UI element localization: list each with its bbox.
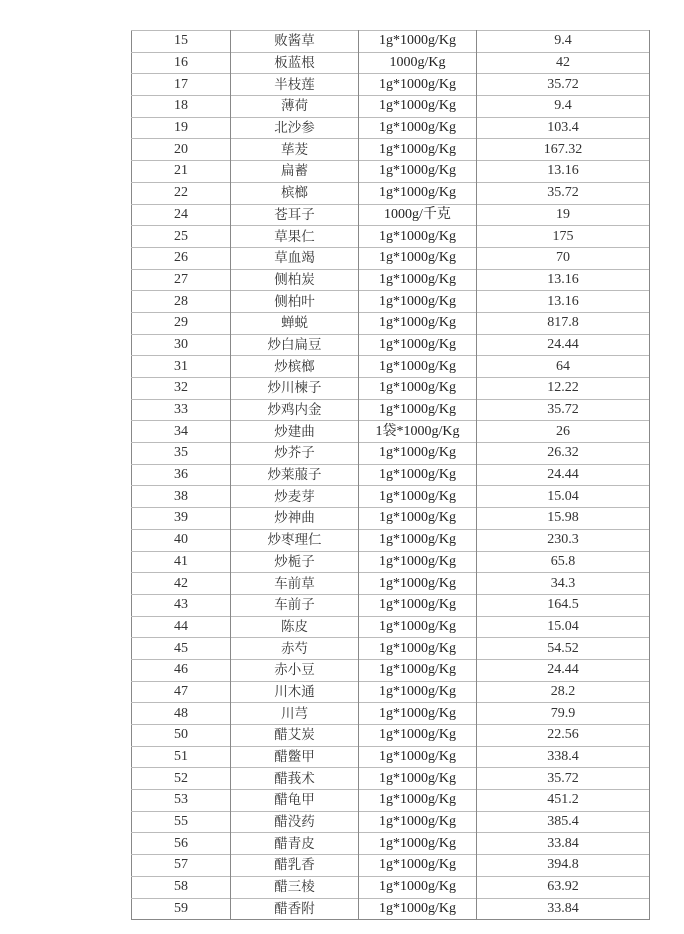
- herb-name-cell: 赤芍: [231, 638, 359, 660]
- herb-name-cell: 醋青皮: [231, 833, 359, 855]
- row-number-cell: 29: [132, 312, 231, 334]
- herb-name-cell: 炒麦芽: [231, 486, 359, 508]
- table-row: [132, 399, 650, 421]
- price-cell: 35.72: [477, 768, 650, 790]
- table-row: [132, 52, 650, 74]
- row-number-cell: 24: [132, 204, 231, 226]
- price-cell: 24.44: [477, 464, 650, 486]
- table-row: [132, 833, 650, 855]
- table-row: [132, 291, 650, 313]
- spec-cell: 1g*1000g/Kg: [359, 291, 477, 313]
- row-number-cell: 50: [132, 725, 231, 747]
- row-number-cell: 43: [132, 594, 231, 616]
- spec-cell: 1g*1000g/Kg: [359, 378, 477, 400]
- row-number-cell: 30: [132, 334, 231, 356]
- spec-cell: 1g*1000g/Kg: [359, 96, 477, 118]
- herb-name-cell: 炒芥子: [231, 443, 359, 465]
- spec-cell: 1000g/千克: [359, 204, 477, 226]
- row-number-cell: 17: [132, 74, 231, 96]
- table-row: [132, 573, 650, 595]
- table-row: [132, 703, 650, 725]
- spec-cell: 1g*1000g/Kg: [359, 399, 477, 421]
- row-number-cell: 22: [132, 182, 231, 204]
- herb-name-cell: 醋乳香: [231, 855, 359, 877]
- table-row: [132, 161, 650, 183]
- herb-name-cell: 薄荷: [231, 96, 359, 118]
- table-row: [132, 508, 650, 530]
- herb-name-cell: 草血竭: [231, 247, 359, 269]
- price-cell: 13.16: [477, 161, 650, 183]
- price-cell: 394.8: [477, 855, 650, 877]
- herb-name-cell: 川木通: [231, 681, 359, 703]
- table-body: [132, 31, 650, 920]
- row-number-cell: 16: [132, 52, 231, 74]
- spec-cell: 1g*1000g/Kg: [359, 356, 477, 378]
- price-cell: 34.3: [477, 573, 650, 595]
- row-number-cell: 47: [132, 681, 231, 703]
- table-row: [132, 529, 650, 551]
- spec-cell: 1g*1000g/Kg: [359, 269, 477, 291]
- price-cell: 26: [477, 421, 650, 443]
- spec-cell: 1g*1000g/Kg: [359, 226, 477, 248]
- herb-name-cell: 侧柏叶: [231, 291, 359, 313]
- price-cell: 64: [477, 356, 650, 378]
- row-number-cell: 56: [132, 833, 231, 855]
- spec-cell: 1g*1000g/Kg: [359, 638, 477, 660]
- price-cell: 175: [477, 226, 650, 248]
- spec-cell: 1g*1000g/Kg: [359, 464, 477, 486]
- price-cell: 13.16: [477, 291, 650, 313]
- row-number-cell: 32: [132, 378, 231, 400]
- spec-cell: 1g*1000g/Kg: [359, 725, 477, 747]
- spec-cell: 1g*1000g/Kg: [359, 74, 477, 96]
- table-row: [132, 551, 650, 573]
- price-cell: 33.84: [477, 833, 650, 855]
- price-cell: 22.56: [477, 725, 650, 747]
- spec-cell: 1g*1000g/Kg: [359, 616, 477, 638]
- row-number-cell: 48: [132, 703, 231, 725]
- row-number-cell: 45: [132, 638, 231, 660]
- spec-cell: 1g*1000g/Kg: [359, 161, 477, 183]
- spec-cell: 1g*1000g/Kg: [359, 768, 477, 790]
- table-row: [132, 486, 650, 508]
- row-number-cell: 27: [132, 269, 231, 291]
- herb-name-cell: 醋龟甲: [231, 790, 359, 812]
- spec-cell: 1g*1000g/Kg: [359, 443, 477, 465]
- price-cell: 15.98: [477, 508, 650, 530]
- price-cell: 167.32: [477, 139, 650, 161]
- row-number-cell: 36: [132, 464, 231, 486]
- row-number-cell: 41: [132, 551, 231, 573]
- table-row: [132, 681, 650, 703]
- herb-name-cell: 炒建曲: [231, 421, 359, 443]
- spec-cell: 1g*1000g/Kg: [359, 334, 477, 356]
- table-row: [132, 96, 650, 118]
- herb-name-cell: 赤小豆: [231, 659, 359, 681]
- herb-name-cell: 陈皮: [231, 616, 359, 638]
- spec-cell: 1g*1000g/Kg: [359, 31, 477, 53]
- row-number-cell: 44: [132, 616, 231, 638]
- spec-cell: 1g*1000g/Kg: [359, 529, 477, 551]
- spec-cell: 1g*1000g/Kg: [359, 508, 477, 530]
- row-number-cell: 40: [132, 529, 231, 551]
- table-row: [132, 117, 650, 139]
- table-row: [132, 464, 650, 486]
- price-cell: 230.3: [477, 529, 650, 551]
- spec-cell: 1g*1000g/Kg: [359, 855, 477, 877]
- herb-name-cell: 草果仁: [231, 226, 359, 248]
- spec-cell: 1g*1000g/Kg: [359, 659, 477, 681]
- herb-name-cell: 炒白扁豆: [231, 334, 359, 356]
- table-row: [132, 811, 650, 833]
- price-cell: 385.4: [477, 811, 650, 833]
- price-cell: 24.44: [477, 334, 650, 356]
- herb-name-cell: 炒鸡内金: [231, 399, 359, 421]
- spec-cell: 1g*1000g/Kg: [359, 703, 477, 725]
- herb-name-cell: 车前子: [231, 594, 359, 616]
- row-number-cell: 46: [132, 659, 231, 681]
- herb-name-cell: 板蓝根: [231, 52, 359, 74]
- spec-cell: 1g*1000g/Kg: [359, 117, 477, 139]
- table-row: [132, 443, 650, 465]
- herb-name-cell: 槟榔: [231, 182, 359, 204]
- price-cell: 28.2: [477, 681, 650, 703]
- table-row: [132, 182, 650, 204]
- spec-cell: 1g*1000g/Kg: [359, 551, 477, 573]
- row-number-cell: 55: [132, 811, 231, 833]
- table-row: [132, 898, 650, 920]
- table-row: [132, 139, 650, 161]
- row-number-cell: 19: [132, 117, 231, 139]
- price-cell: 19: [477, 204, 650, 226]
- table-row: [132, 247, 650, 269]
- herb-name-cell: 川芎: [231, 703, 359, 725]
- price-cell: 15.04: [477, 616, 650, 638]
- row-number-cell: 57: [132, 855, 231, 877]
- herb-name-cell: 蝉蜕: [231, 312, 359, 334]
- price-cell: 63.92: [477, 876, 650, 898]
- row-number-cell: 34: [132, 421, 231, 443]
- price-list-sheet: [131, 30, 649, 920]
- price-cell: 26.32: [477, 443, 650, 465]
- herb-name-cell: 侧柏炭: [231, 269, 359, 291]
- spec-cell: 1g*1000g/Kg: [359, 573, 477, 595]
- row-number-cell: 35: [132, 443, 231, 465]
- herb-name-cell: 醋没药: [231, 811, 359, 833]
- table-row: [132, 31, 650, 53]
- price-cell: 35.72: [477, 182, 650, 204]
- price-cell: 42: [477, 52, 650, 74]
- herb-name-cell: 醋三棱: [231, 876, 359, 898]
- herb-name-cell: 车前草: [231, 573, 359, 595]
- price-cell: 65.8: [477, 551, 650, 573]
- herb-name-cell: 苍耳子: [231, 204, 359, 226]
- price-cell: 9.4: [477, 31, 650, 53]
- row-number-cell: 53: [132, 790, 231, 812]
- herb-name-cell: 醋鳖甲: [231, 746, 359, 768]
- herb-name-cell: 炒莱菔子: [231, 464, 359, 486]
- table-row: [132, 378, 650, 400]
- row-number-cell: 38: [132, 486, 231, 508]
- herb-name-cell: 炒神曲: [231, 508, 359, 530]
- price-cell: 13.16: [477, 269, 650, 291]
- table-row: [132, 356, 650, 378]
- table-row: [132, 746, 650, 768]
- price-cell: 15.04: [477, 486, 650, 508]
- table-row: [132, 768, 650, 790]
- herb-name-cell: 炒槟榔: [231, 356, 359, 378]
- row-number-cell: 28: [132, 291, 231, 313]
- price-cell: 79.9: [477, 703, 650, 725]
- row-number-cell: 20: [132, 139, 231, 161]
- spec-cell: 1g*1000g/Kg: [359, 811, 477, 833]
- table-row: [132, 638, 650, 660]
- row-number-cell: 18: [132, 96, 231, 118]
- row-number-cell: 15: [132, 31, 231, 53]
- herb-name-cell: 醋莪术: [231, 768, 359, 790]
- price-cell: 451.2: [477, 790, 650, 812]
- price-cell: 24.44: [477, 659, 650, 681]
- spec-cell: 1g*1000g/Kg: [359, 746, 477, 768]
- herb-price-table: [131, 30, 650, 920]
- table-row: [132, 269, 650, 291]
- spec-cell: 1g*1000g/Kg: [359, 486, 477, 508]
- herb-name-cell: 醋香附: [231, 898, 359, 920]
- price-cell: 9.4: [477, 96, 650, 118]
- table-row: [132, 659, 650, 681]
- herb-name-cell: 扁蓄: [231, 161, 359, 183]
- herb-name-cell: 荜茇: [231, 139, 359, 161]
- price-cell: 338.4: [477, 746, 650, 768]
- spec-cell: 1000g/Kg: [359, 52, 477, 74]
- table-row: [132, 855, 650, 877]
- spec-cell: 1g*1000g/Kg: [359, 139, 477, 161]
- herb-name-cell: 炒栀子: [231, 551, 359, 573]
- spec-cell: 1g*1000g/Kg: [359, 182, 477, 204]
- table-row: [132, 74, 650, 96]
- herb-name-cell: 败酱草: [231, 31, 359, 53]
- table-row: [132, 334, 650, 356]
- price-cell: 103.4: [477, 117, 650, 139]
- row-number-cell: 52: [132, 768, 231, 790]
- table-row: [132, 312, 650, 334]
- row-number-cell: 58: [132, 876, 231, 898]
- herb-name-cell: 醋艾炭: [231, 725, 359, 747]
- herb-name-cell: 北沙参: [231, 117, 359, 139]
- row-number-cell: 25: [132, 226, 231, 248]
- row-number-cell: 39: [132, 508, 231, 530]
- spec-cell: 1g*1000g/Kg: [359, 876, 477, 898]
- table-row: [132, 226, 650, 248]
- table-row: [132, 725, 650, 747]
- table-row: [132, 876, 650, 898]
- row-number-cell: 21: [132, 161, 231, 183]
- row-number-cell: 59: [132, 898, 231, 920]
- table-row: [132, 616, 650, 638]
- table-row: [132, 421, 650, 443]
- table-row: [132, 204, 650, 226]
- price-cell: 817.8: [477, 312, 650, 334]
- spec-cell: 1g*1000g/Kg: [359, 247, 477, 269]
- price-cell: 70: [477, 247, 650, 269]
- price-cell: 33.84: [477, 898, 650, 920]
- price-cell: 35.72: [477, 74, 650, 96]
- herb-name-cell: 半枝莲: [231, 74, 359, 96]
- spec-cell: 1g*1000g/Kg: [359, 790, 477, 812]
- table-row: [132, 790, 650, 812]
- price-cell: 35.72: [477, 399, 650, 421]
- row-number-cell: 26: [132, 247, 231, 269]
- row-number-cell: 42: [132, 573, 231, 595]
- spec-cell: 1g*1000g/Kg: [359, 833, 477, 855]
- table-row: [132, 594, 650, 616]
- spec-cell: 1g*1000g/Kg: [359, 594, 477, 616]
- herb-name-cell: 炒川楝子: [231, 378, 359, 400]
- herb-name-cell: 炒枣理仁: [231, 529, 359, 551]
- row-number-cell: 33: [132, 399, 231, 421]
- price-cell: 164.5: [477, 594, 650, 616]
- price-cell: 12.22: [477, 378, 650, 400]
- row-number-cell: 51: [132, 746, 231, 768]
- spec-cell: 1g*1000g/Kg: [359, 898, 477, 920]
- spec-cell: 1g*1000g/Kg: [359, 681, 477, 703]
- row-number-cell: 31: [132, 356, 231, 378]
- price-cell: 54.52: [477, 638, 650, 660]
- spec-cell: 1g*1000g/Kg: [359, 312, 477, 334]
- spec-cell: 1袋*1000g/Kg: [359, 421, 477, 443]
